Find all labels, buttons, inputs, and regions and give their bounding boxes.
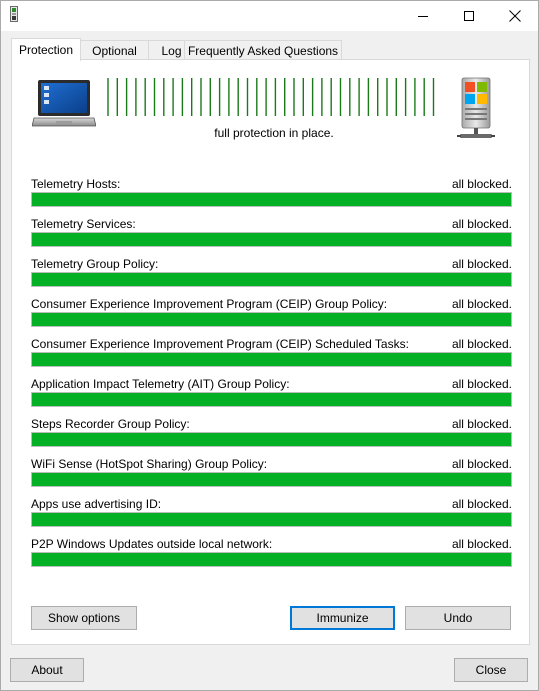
protection-status: all blocked. [451,217,512,231]
protection-label: P2P Windows Updates outside local network: [31,537,273,551]
protection-status: all blocked. [451,497,512,511]
protection-status-text: full protection in place. [214,126,334,140]
protection-row [31,377,512,417]
close-window-button[interactable] [492,1,538,31]
protection-progress-bar [31,512,512,527]
protection-row [31,457,512,497]
protection-progress-fill [32,433,511,446]
protection-progress-fill [32,553,511,566]
protection-status: all blocked. [451,297,512,311]
minimize-icon [418,11,428,21]
tab-optional[interactable] [80,40,149,60]
protection-label: Consumer Experience Improvement Program (CEIP) Scheduled Tasks: [31,337,409,351]
protection-progress-fill [32,393,511,406]
protection-row [31,217,512,257]
tab-label: Protection [18,43,74,57]
protection-progress-fill [32,313,511,326]
protection-label: Apps use advertising ID: [31,497,162,511]
protection-label: Telemetry Services: [31,217,136,231]
show-options-button[interactable]: Show options [31,606,137,630]
tab-faq[interactable] [184,40,342,60]
laptop-icon [32,78,96,134]
protection-progress-bar [31,392,512,407]
protection-status: all blocked. [451,537,512,551]
tab-label: Frequently Asked Questions [187,43,339,58]
tab-protection[interactable] [11,38,81,61]
protection-status: all blocked. [451,377,512,391]
protection-progress-bar [31,432,512,447]
protection-progress-bar [31,352,512,367]
undo-button[interactable]: Undo [405,606,511,630]
protection-row [31,337,512,377]
protection-status: all blocked. [451,457,512,471]
protection-status: all blocked. [451,337,512,351]
close-icon [509,10,521,22]
protection-status: all blocked. [451,417,512,431]
protection-label: Telemetry Group Policy: [31,257,159,271]
maximize-icon [464,11,474,21]
protection-label: Steps Recorder Group Policy: [31,417,190,431]
protection-label: Application Impact Telemetry (AIT) Group Policy: [31,377,290,391]
protection-progress-fill [32,513,511,526]
protection-label: WiFi Sense (HotSpot Sharing) Group Policy: [31,457,268,471]
immunize-button[interactable]: Immunize [290,606,395,630]
about-button[interactable]: About [10,658,84,682]
protection-progress-fill [32,473,511,486]
protection-progress-bar [31,312,512,327]
windows-server-icon [456,76,496,142]
protection-progress-fill [32,193,511,206]
tab-label: Log [161,43,182,58]
protection-row [31,537,512,577]
protection-row [31,297,512,337]
protection-progress-fill [32,233,511,246]
app-icon [10,6,18,22]
title-bar[interactable] [1,1,538,31]
protection-progress-bar [31,472,512,487]
tab-label: Optional [92,43,137,58]
protection-status: all blocked. [451,177,512,191]
protection-progress-bar [31,232,512,247]
protection-progress-fill [32,273,511,286]
maximize-button[interactable] [446,1,492,31]
protection-status: all blocked. [451,257,512,271]
close-button[interactable]: Close [454,658,528,682]
protection-row [31,417,512,457]
minimize-button[interactable] [400,1,446,31]
protection-progress-fill [32,353,511,366]
connection-signal-lines [106,78,442,116]
protection-panel [11,59,530,645]
protection-progress-bar [31,552,512,567]
protection-row [31,497,512,537]
protection-progress-bar [31,272,512,287]
protection-label: Consumer Experience Improvement Program (CEIP) Group Policy: [31,297,388,311]
protection-row [31,257,512,297]
protection-progress-bar [31,192,512,207]
protection-list [31,177,512,577]
protection-row [31,177,512,217]
protection-label: Telemetry Hosts: [31,177,121,191]
